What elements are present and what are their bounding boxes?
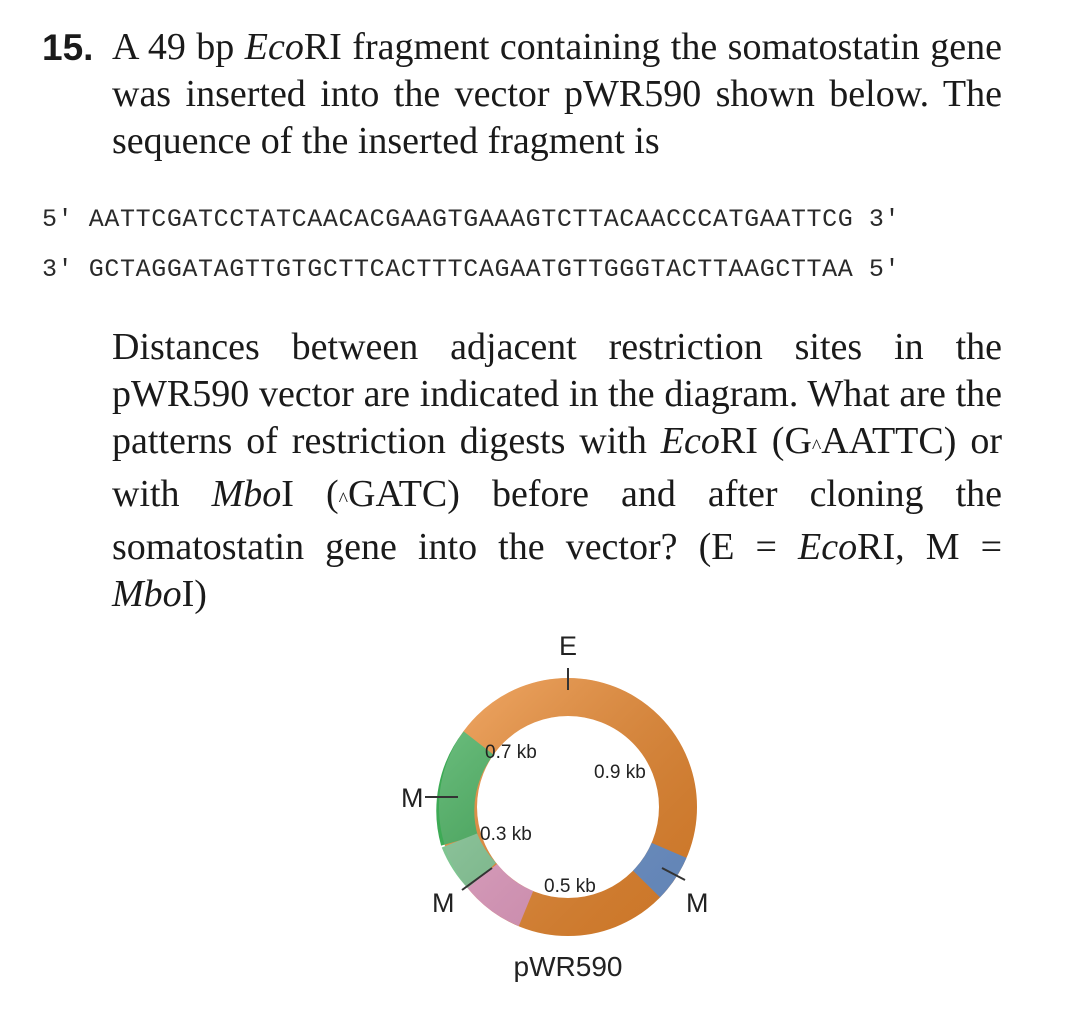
sequence-top-strand: 5′ AATTCGATCCTATCAACACGAAGTGAAAGTCTTACAACCCATGAATTCG 3′: [42, 205, 901, 234]
p2-mbo-2: Mbo: [112, 573, 182, 615]
p2-eco-1: Eco: [660, 420, 720, 462]
segment-label-0-5kb: 0.5 kb: [544, 876, 596, 897]
site-label-m-bottom-right: M: [686, 888, 709, 918]
p2-text-6: RI, M =: [857, 526, 1003, 568]
p2-text-1: Distances between adjacent restriction sites in the pWR590 vector are indicated in the diagram. What are the patterns of restriction digests with: [112, 326, 1002, 462]
sequence-bottom-strand: 3′ GCTAGGATAGTTGTGCTTCACTTTCAGAATGTTGGGTACTTAAGCTTAA 5′: [42, 255, 901, 284]
p2-eco-2: Eco: [798, 526, 858, 568]
plasmid-name: pWR590: [513, 951, 623, 982]
p2-cut-caret-2: ^: [338, 489, 349, 511]
intro-eco-italic: Eco: [244, 26, 304, 68]
p2-text-5: GATC) before and after cloning the somatostatin gene into the vector? (E =: [112, 473, 1003, 568]
intro-text-a: A 49 bp: [112, 26, 245, 68]
site-label-m-bottom-left: M: [432, 888, 455, 918]
question-number: 15.: [42, 27, 94, 68]
p2-text-3: AATTC) or with: [112, 420, 1002, 515]
p2-text-4: I (: [281, 473, 339, 515]
intro-text-b: RI fragment containing the somatostatin gene was inserted into the vector pWR590 shown below. The sequence of the inserted fragment is: [112, 26, 1002, 162]
p2-text-7: I): [181, 573, 207, 615]
p2-cut-caret-1: ^: [811, 436, 822, 458]
segment-label-0-7kb: 0.7 kb: [485, 742, 537, 763]
site-label-m-left: M: [401, 783, 424, 813]
segment-label-0-3kb: 0.3 kb: [480, 824, 532, 845]
p2-mbo-1: Mbo: [211, 473, 282, 515]
segment-label-0-9kb: 0.9 kb: [594, 762, 646, 783]
site-label-e: E: [558, 631, 578, 661]
p2-text-2: RI (G: [719, 420, 812, 462]
